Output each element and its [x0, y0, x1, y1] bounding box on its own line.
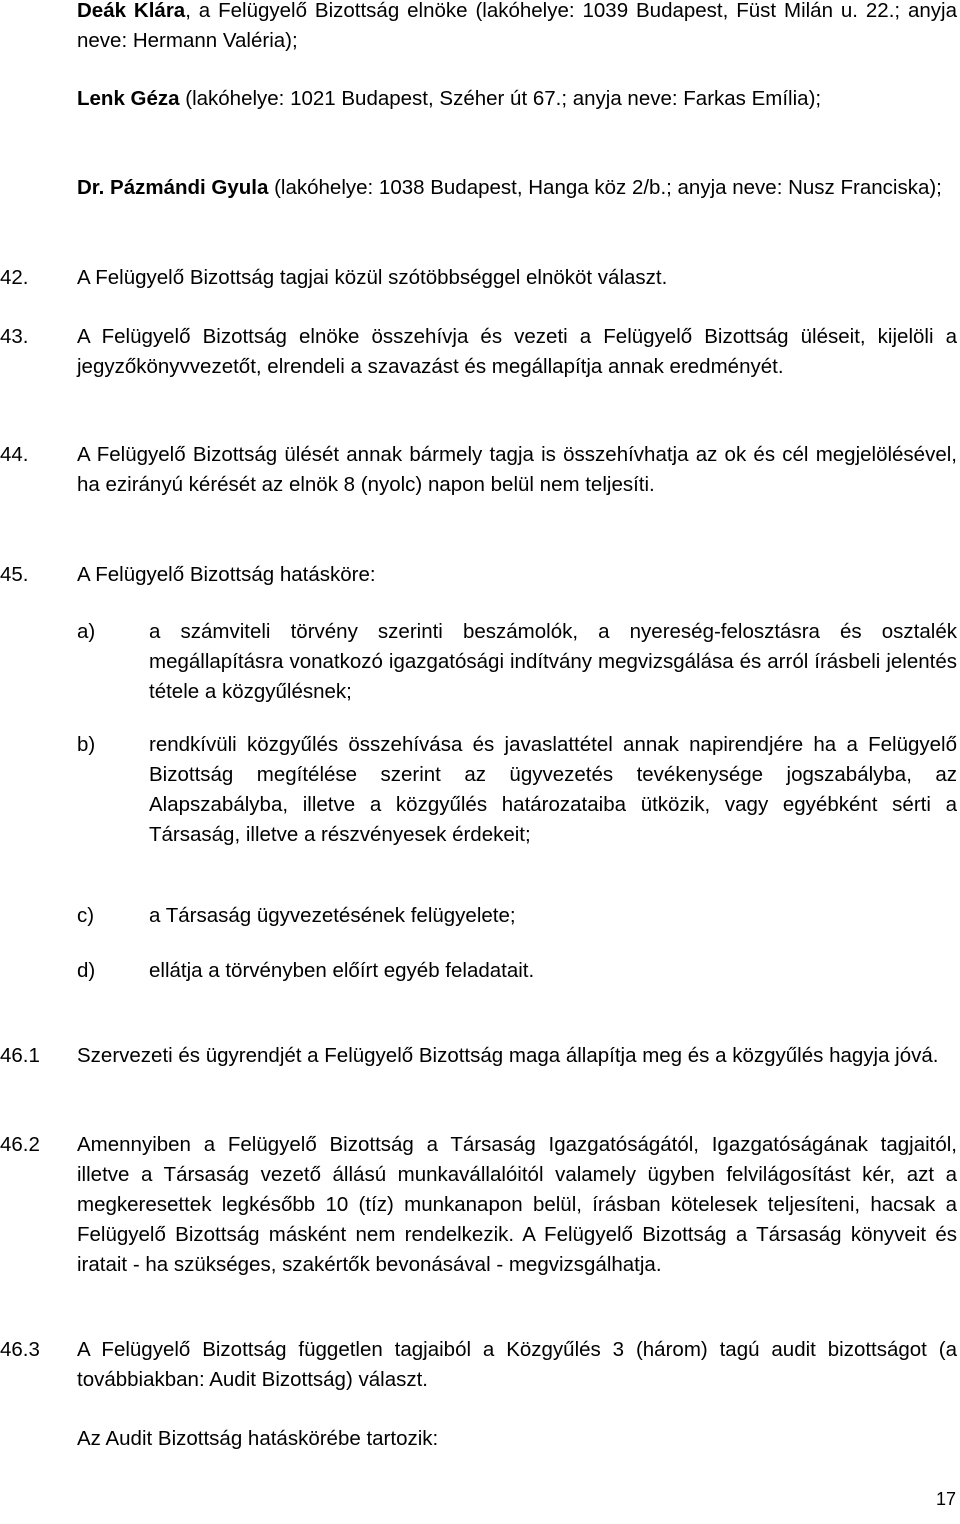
section-number: 45. [0, 563, 29, 586]
section-text: Amennyiben a Felügyelő Bizottság a Társaság Igazgatóságától, Igazgatóságának tagjaitól, illetve a Társaság vezető állású munkavállalóitól valamely ügyben felvilágosítást kér, azt a megkeresettek legkésőbb 10 (tíz) munkanapon belül, írásban kötelesek teljesíteni, hacsak a Felügyelő Bizottság másként nem rendelkezik. A Felügyelő Bizottság a Társaság könyveit és iratait - ha szükséges, szakértők bevonásával - megvizsgálhatja. [77, 1133, 957, 1276]
section-text: A Felügyelő Bizottság elnöke összehívja és vezeti a Felügyelő Bizottság üléseit, kijelöli a jegyzőkönyvvezetőt, elrendeli a szavazást és megállapítja annak eredményét. [77, 325, 957, 378]
page-number: 17 [935, 1489, 956, 1509]
section-number: 46.2 [0, 1133, 40, 1156]
subitem-letter: c) [77, 904, 95, 927]
member-entry [77, 84, 957, 114]
member-entry [77, 173, 957, 203]
subitem-text: a számviteli törvény szerinti beszámolók, a nyereség-felosztásra és osztalék megállapításra vonatkozó igazgatósági indítvány megvizsgálása és arról írásbeli jelentés tétele a közgyűlésnek; [149, 620, 957, 703]
member-details: (lakóhelye: 1021 Budapest, Széher út 67.; anyja neve: Farkas Emília); [179, 87, 822, 110]
subitem-text: ellátja a törvényben előírt egyéb feladatait. [149, 959, 535, 982]
section-number: 44. [0, 443, 29, 466]
section-text: A Felügyelő Bizottság független tagjaiból a Közgyűlés 3 (három) tagú audit bizottságot (a továbbiakban: Audit Bizottság) választ. [77, 1338, 957, 1391]
section-text: Szervezeti és ügyrendjét a Felügyelő Bizottság maga állapítja meg és a közgyűlés hagyja jóvá. [77, 1044, 939, 1067]
section-text: A Felügyelő Bizottság ülését annak bármely tagja is összehívhatja az ok és cél megjelölésével, ha ezirányú kérését az elnök 8 (nyolc) napon belül nem teljesíti. [77, 443, 957, 496]
subitem-text: a Társaság ügyvezetésének felügyelete; [149, 904, 516, 927]
section-number: 43. [0, 325, 29, 348]
subitem-letter: b) [77, 733, 96, 756]
member-name: Lenk Géza [77, 87, 180, 110]
section-number: 46.3 [0, 1338, 40, 1361]
audit-intro: Az Audit Bizottság hatáskörébe tartozik: [77, 1427, 439, 1450]
subitem-letter: a) [77, 620, 96, 643]
subitem-text: rendkívüli közgyűlés összehívása és javaslattétel annak napirendjére ha a Felügyelő Bizottság megítélése szerint az ügyvezetés tevékenysége jogszabályba, az Alapszabályba, illetve a közgyűlés határozataiba ütközik, vagy egyébként sérti a Társaság, illetve a részvényesek érdekeit; [149, 733, 957, 846]
member-entry [77, 0, 957, 56]
member-name: Dr. Pázmándi Gyula [77, 176, 269, 199]
section-text: A Felügyelő Bizottság hatásköre: [77, 563, 376, 586]
member-name: Deák Klára [77, 0, 186, 22]
section-number: 46.1 [0, 1044, 40, 1067]
section-number: 42. [0, 266, 29, 289]
section-text: A Felügyelő Bizottság tagjai közül szótöbbséggel elnököt választ. [77, 266, 668, 289]
subitem-letter: d) [77, 959, 96, 982]
member-details: , a Felügyelő Bizottság elnöke (lakóhelye: 1039 Budapest, Füst Milán u. 22.; anyja neve: Hermann Valéria); [77, 0, 958, 52]
member-details: (lakóhelye: 1038 Budapest, Hanga köz 2/b.; anyja neve: Nusz Franciska); [268, 176, 942, 199]
